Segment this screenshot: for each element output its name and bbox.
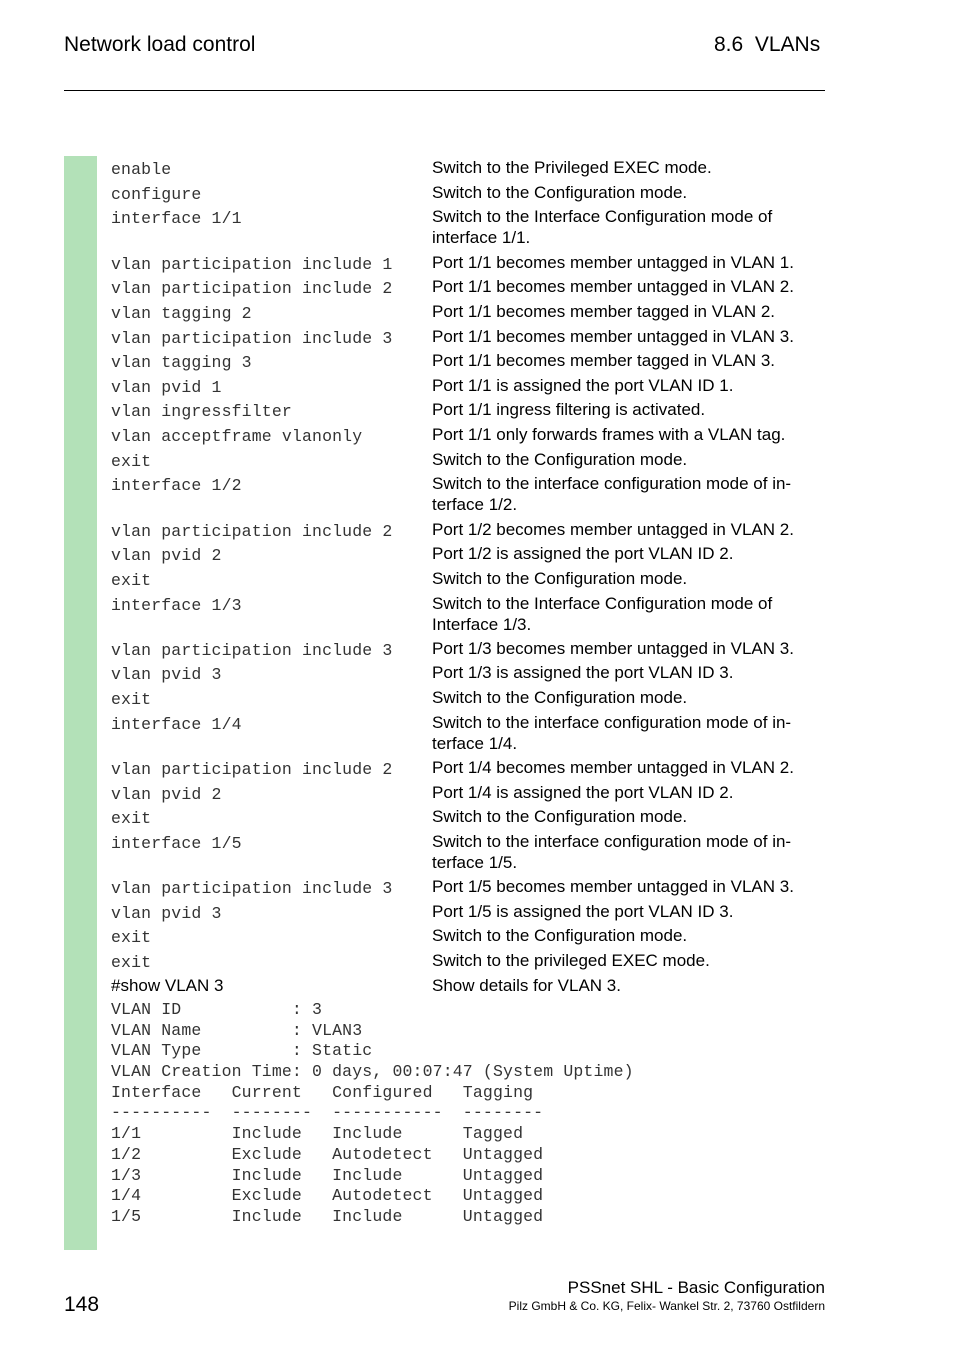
command-description: Switch to the Configuration mode. bbox=[432, 450, 688, 469]
command-description: Port 1/1 becomes member tagged in VLAN 2. bbox=[432, 302, 776, 321]
command-description: Switch to the privileged EXEC mode. bbox=[432, 951, 710, 970]
command-text: exit bbox=[111, 571, 152, 590]
command-text: interface 1/5 bbox=[111, 834, 242, 853]
command-description: Port 1/3 is assigned the port VLAN ID 3. bbox=[432, 663, 734, 682]
command-text: interface 1/4 bbox=[111, 715, 242, 734]
command-text: vlan participation include 1 bbox=[111, 255, 393, 274]
command-description: Switch to the interface configuration mode of in-terface 1/4. bbox=[432, 713, 792, 753]
command-text: vlan tagging 3 bbox=[111, 353, 252, 372]
command-description: Port 1/4 becomes member untagged in VLAN 2. bbox=[432, 758, 794, 777]
command-text: vlan participation include 3 bbox=[111, 879, 393, 898]
footer-doc-title: PSSnet SHL - Basic Configuration bbox=[567, 1278, 825, 1297]
command-description: Port 1/1 only forwards frames with a VLAN tag. bbox=[432, 425, 786, 444]
command-text: vlan participation include 2 bbox=[111, 760, 393, 779]
command-text: vlan pvid 2 bbox=[111, 546, 222, 565]
command-description: Switch to the Interface Configuration mode of Interface 1/3. bbox=[432, 594, 773, 634]
code-block-marker bbox=[64, 156, 97, 1250]
output-line: 1/5 Include Include Untagged bbox=[111, 1206, 544, 1226]
output-line: 1/4 Exclude Autodetect Untagged bbox=[111, 1186, 544, 1206]
header-rule bbox=[64, 90, 825, 91]
command-text: #show VLAN 3 bbox=[111, 976, 224, 995]
command-description: Switch to the Configuration mode. bbox=[432, 688, 688, 707]
command-text: vlan participation include 3 bbox=[111, 329, 393, 348]
command-text: vlan ingressfilter bbox=[111, 402, 292, 421]
command-description: Switch to the Privileged EXEC mode. bbox=[432, 158, 712, 177]
output-line: 1/2 Exclude Autodetect Untagged bbox=[111, 1144, 544, 1164]
command-text: vlan tagging 2 bbox=[111, 304, 252, 323]
output-line: 1/1 Include Include Tagged bbox=[111, 1124, 524, 1144]
output-line: ---------- -------- ----------- -------- bbox=[111, 1103, 544, 1123]
command-text: interface 1/3 bbox=[111, 596, 242, 615]
command-text: vlan participation include 2 bbox=[111, 279, 393, 298]
command-description: Port 1/2 becomes member untagged in VLAN 2. bbox=[432, 520, 794, 539]
command-description: Port 1/5 is assigned the port VLAN ID 3. bbox=[432, 902, 734, 921]
command-text: vlan pvid 3 bbox=[111, 904, 222, 923]
command-text: exit bbox=[111, 928, 152, 947]
command-description: Port 1/4 is assigned the port VLAN ID 2. bbox=[432, 783, 734, 802]
show-vlan-output bbox=[111, 1000, 634, 1228]
command-text: exit bbox=[111, 953, 152, 972]
command-text: exit bbox=[111, 690, 152, 709]
command-description: Show details for VLAN 3. bbox=[432, 976, 621, 995]
command-description: Switch to the Configuration mode. bbox=[432, 807, 688, 826]
command-text: exit bbox=[111, 452, 152, 471]
command-text: enable bbox=[111, 160, 172, 179]
page-number: 148 bbox=[64, 1293, 100, 1316]
command-text: interface 1/2 bbox=[111, 476, 242, 495]
command-text: exit bbox=[111, 809, 152, 828]
command-description: Port 1/1 becomes member untagged in VLAN 3. bbox=[432, 327, 794, 346]
command-description: Switch to the Configuration mode. bbox=[432, 569, 688, 588]
command-description: Switch to the interface configuration mode of in-terface 1/5. bbox=[432, 832, 792, 872]
command-text: vlan pvid 2 bbox=[111, 785, 222, 804]
command-description: Switch to the Configuration mode. bbox=[432, 183, 688, 202]
command-description: Port 1/3 becomes member untagged in VLAN 3. bbox=[432, 639, 794, 658]
command-description: Port 1/1 becomes member untagged in VLAN 2. bbox=[432, 277, 794, 296]
output-line: VLAN Creation Time: 0 days, 00:07:47 (System Uptime) bbox=[111, 1062, 634, 1082]
command-description: Port 1/1 becomes member tagged in VLAN 3. bbox=[432, 351, 776, 370]
command-text: vlan pvid 1 bbox=[111, 378, 222, 397]
output-line: VLAN Name : VLAN3 bbox=[111, 1020, 363, 1040]
header-section-title: Network load control bbox=[64, 33, 256, 56]
command-text: vlan participation include 2 bbox=[111, 522, 393, 541]
command-description: Port 1/1 becomes member untagged in VLAN 1. bbox=[432, 253, 794, 272]
command-text: vlan participation include 3 bbox=[111, 641, 393, 660]
output-line: 1/3 Include Include Untagged bbox=[111, 1165, 544, 1185]
command-text: vlan acceptframe vlanonly bbox=[111, 427, 363, 446]
command-description: Port 1/1 ingress filtering is activated. bbox=[432, 400, 706, 419]
command-text: configure bbox=[111, 185, 202, 204]
command-description: Port 1/1 is assigned the port VLAN ID 1. bbox=[432, 376, 734, 395]
command-description: Port 1/5 becomes member untagged in VLAN 3. bbox=[432, 877, 794, 896]
command-description: Switch to the interface configuration mode of in-terface 1/2. bbox=[432, 474, 792, 514]
command-description: Switch to the Interface Configuration mode of interface 1/1. bbox=[432, 207, 773, 247]
output-line: VLAN ID : 3 bbox=[111, 1000, 323, 1019]
command-description: Port 1/2 is assigned the port VLAN ID 2. bbox=[432, 544, 734, 563]
output-line: VLAN Type : Static bbox=[111, 1041, 373, 1061]
command-text: interface 1/1 bbox=[111, 209, 242, 228]
header-chapter-title: 8.6 VLANs bbox=[714, 33, 821, 56]
output-line: Interface Current Configured Tagging bbox=[111, 1082, 534, 1102]
command-description: Switch to the Configuration mode. bbox=[432, 926, 688, 945]
footer-address: Pilz GmbH & Co. KG, Felix- Wankel Str. 2, 73760 Ostfildern bbox=[508, 1299, 825, 1313]
command-text: vlan pvid 3 bbox=[111, 665, 222, 684]
